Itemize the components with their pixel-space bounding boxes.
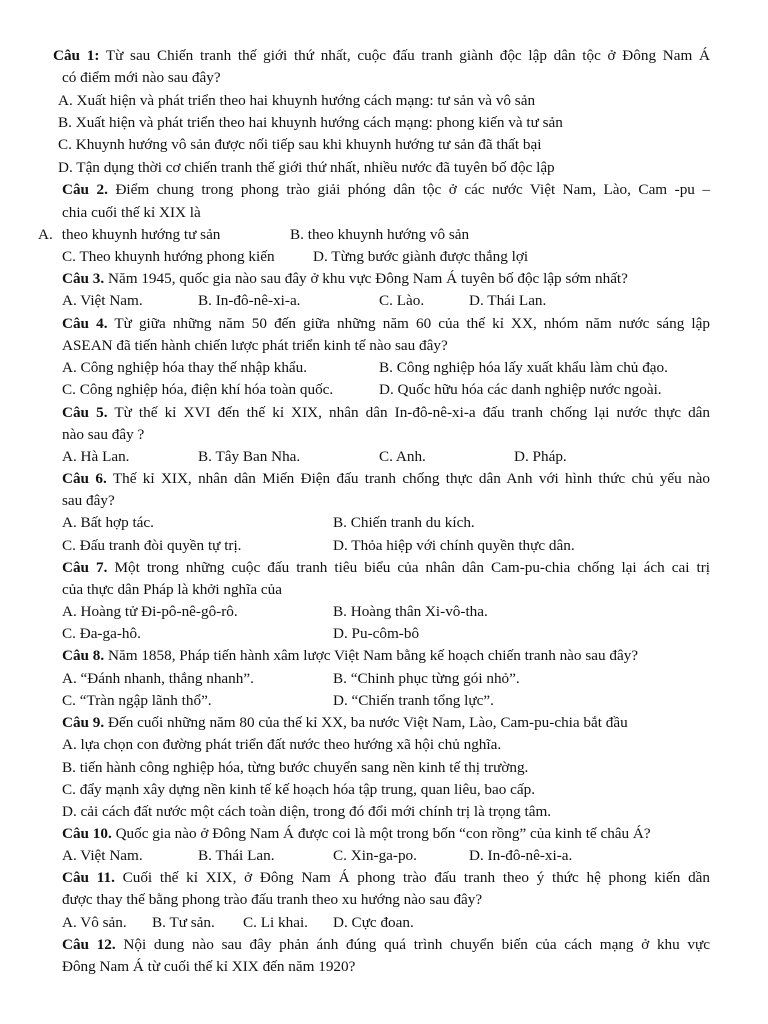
q10-option-c: C. Xin-ga-po. [333,847,417,864]
q2-number: Câu 2. [62,181,108,198]
q12-stem: Nội dung nào sau đây phản ánh đúng quá trình chuyển biến của cách mạng ở khu vực [123,936,711,953]
q2-stem: Điểm chung trong phong trào giải phóng dân tộc ở các nước Việt Nam, Lào, Cam -pu – [115,181,710,198]
q11-option-d: D. Cực đoan. [333,914,414,931]
q12-stem-line1 [62,934,710,956]
q5-stem-line2: nào sau đây ? [62,426,145,443]
q7-option-a: A. Hoàng tử Đi-pô-nê-gô-rô. [62,603,238,620]
q5-option-b: B. Tây Ban Nha. [198,448,301,465]
q9-option-c: C. đẩy mạnh xây dựng nền kinh tế kế hoạch hóa tập trung, quan liêu, bao cấp. [62,781,536,798]
q9-stem-line1 [62,712,628,734]
q2-option-a-letter: A. [38,226,53,243]
q7-option-d: D. Pu-côm-bô [333,625,420,642]
q2-option-c: C. Theo khuynh hướng phong kiến [62,248,275,265]
q7-stem: Một trong những cuộc đấu tranh tiêu biểu của nhân dân Cam-pu-chia chống lại ách cai trị [114,559,710,576]
q4-option-a: A. Công nghiệp hóa thay thế nhập khẩu. [62,359,308,376]
q3-option-a: A. Việt Nam. [62,292,143,309]
q1-stem-line2: có điểm mới nào sau đây? [62,69,221,86]
q8-option-a: A. “Đánh nhanh, thắng nhanh”. [62,670,254,687]
q10-stem: Quốc gia nào ở Đông Nam Á được coi là một trong bốn “con rồng” của kinh tế châu Á? [115,825,651,842]
q10-number: Câu 10. [62,825,112,842]
q7-option-c: C. Đa-ga-hô. [62,625,141,642]
q2-stem-line2: chia cuối thế kỉ XIX là [62,204,201,221]
q10-stem-line1 [62,823,651,845]
q9-number: Câu 9. [62,714,105,731]
q12-stem-line2: Đông Nam Á từ cuối thế kỉ XIX đến năm 1920? [62,958,356,975]
q3-option-d: D. Thái Lan. [469,292,547,309]
q6-option-d: D. Thỏa hiệp với chính quyền thực dân. [333,537,575,554]
q1-option-b: B. Xuất hiện và phát triển theo hai khuynh hướng cách mạng: phong kiến và tư sản [58,114,563,131]
q7-stem-line2: của thực dân Pháp là khởi nghĩa của [62,581,282,598]
q8-stem-line1 [62,645,638,667]
q4-stem-line1 [62,313,710,335]
q11-stem-line2: được thay thế bằng phong trào đấu tranh theo xu hướng nào sau đây? [62,891,483,908]
q9-option-b: B. tiến hành công nghiệp hóa, từng bước chuyển sang nền kinh tế thị trường. [62,759,529,776]
q6-option-c: C. Đấu tranh đòi quyền tự trị. [62,537,242,554]
q5-option-a: A. Hà Lan. [62,448,130,465]
q11-stem-line1 [62,867,710,889]
q11-option-a: A. Vô sản. [62,914,127,931]
q1-option-c: C. Khuynh hướng vô sản được nối tiếp sau khi khuynh hướng tư sản đã thất bại [58,136,542,153]
q11-option-b: B. Tư sản. [152,914,215,931]
q10-option-a: A. Việt Nam. [62,847,143,864]
q2-option-a [38,224,220,246]
q7-option-b: B. Hoàng thân Xi-vô-tha. [333,603,488,620]
q9-option-d: D. cải cách đất nước một cách toàn diện, trong đó đổi mới chính trị là trọng tâm. [62,803,552,820]
q5-stem: Từ thế kỉ XVI đến thế kỉ XIX, nhân dân In-đô-nê-xi-a đấu tranh chống lại nước thực dân [114,404,711,421]
q1-option-a: A. Xuất hiện và phát triển theo hai khuynh hướng cách mạng: tư sản và vô sản [58,92,536,109]
q1-number: Câu 1: [53,47,100,64]
q10-option-d: D. In-đô-nê-xi-a. [469,847,573,864]
q3-stem: Năm 1945, quốc gia nào sau đây ở khu vực Đông Nam Á tuyên bố độc lập sớm nhất? [108,270,628,287]
q5-number: Câu 5. [62,404,108,421]
q1-option-d: D. Tận dụng thời cơ chiến tranh thế giới thứ nhất, nhiều nước đã tuyên bố độc lập [58,159,555,176]
q7-stem-line1 [62,557,710,579]
q12-number: Câu 12. [62,936,116,953]
q9-option-a: A. lựa chọn con đường phát triển đất nước theo hướng xã hội chủ nghĩa. [62,736,502,753]
q9-stem: Đến cuối những năm 80 của thế kỉ XX, ba nước Việt Nam, Lào, Cam-pu-chia bắt đầu [108,714,628,731]
q11-stem: Cuối thế kỉ XIX, ở Đông Nam Á phong trào đấu tranh theo ý thức hệ phong kiến dần [122,869,711,886]
q10-option-b: B. Thái Lan. [198,847,275,864]
q8-number: Câu 8. [62,647,105,664]
q6-stem: Thế kỉ XIX, nhân dân Miến Điện đấu tranh chống thực dân Anh với hình thức chủ yếu nào [112,470,710,487]
q2-stem-line1 [62,179,710,201]
q4-option-c: C. Công nghiệp hóa, điện khí hóa toàn quốc. [62,381,334,398]
q5-stem-line1 [62,402,710,424]
q8-option-c: C. “Tràn ngập lãnh thổ”. [62,692,212,709]
q6-number: Câu 6. [62,470,107,487]
q11-option-c: C. Li khai. [243,914,308,931]
q3-stem-line1 [62,268,628,290]
q11-number: Câu 11. [62,869,115,886]
q4-stem-line2: ASEAN đã tiến hành chiến lược phát triển kinh tế nào sau đây? [62,337,448,354]
q8-option-d: D. “Chiến tranh tổng lực”. [333,692,494,709]
q3-option-b: B. In-đô-nê-xi-a. [198,292,301,309]
q3-option-c: C. Lào. [379,292,425,309]
q4-option-b: B. Công nghiệp hóa lấy xuất khẩu làm chủ đạo. [379,359,668,376]
q8-option-b: B. “Chinh phục từng gói nhỏ”. [333,670,520,687]
q3-number: Câu 3. [62,270,105,287]
q2-option-a-text: theo khuynh hướng tư sản [61,226,221,243]
q2-option-d: D. Từng bước giành được thắng lợi [313,248,529,265]
q2-option-b: B. theo khuynh hướng vô sản [290,226,470,243]
q6-option-a: A. Bất hợp tác. [62,514,154,531]
q6-stem-line1 [62,468,710,490]
q4-number: Câu 4. [62,315,108,332]
q6-stem-line2: sau đây? [62,492,115,509]
q5-option-c: C. Anh. [379,448,426,465]
q8-stem: Năm 1858, Pháp tiến hành xâm lược Việt Nam bằng kế hoạch chiến tranh nào sau đây? [108,647,639,664]
q1-stem: Từ sau Chiến tranh thế giới thứ nhất, cuộc đấu tranh giành độc lập dân tộc ở Đông Nam Á [105,47,710,64]
q4-stem: Từ giữa những năm 50 đến giữa những năm 60 của thế kỉ XX, nhóm năm nước sáng lập [114,315,710,332]
q7-number: Câu 7. [62,559,108,576]
q5-option-d: D. Pháp. [514,448,567,465]
q1-stem-line1 [53,45,710,67]
q4-option-d: D. Quốc hữu hóa các danh nghiệp nước ngoài. [379,381,662,398]
q6-option-b: B. Chiến tranh du kích. [333,514,475,531]
